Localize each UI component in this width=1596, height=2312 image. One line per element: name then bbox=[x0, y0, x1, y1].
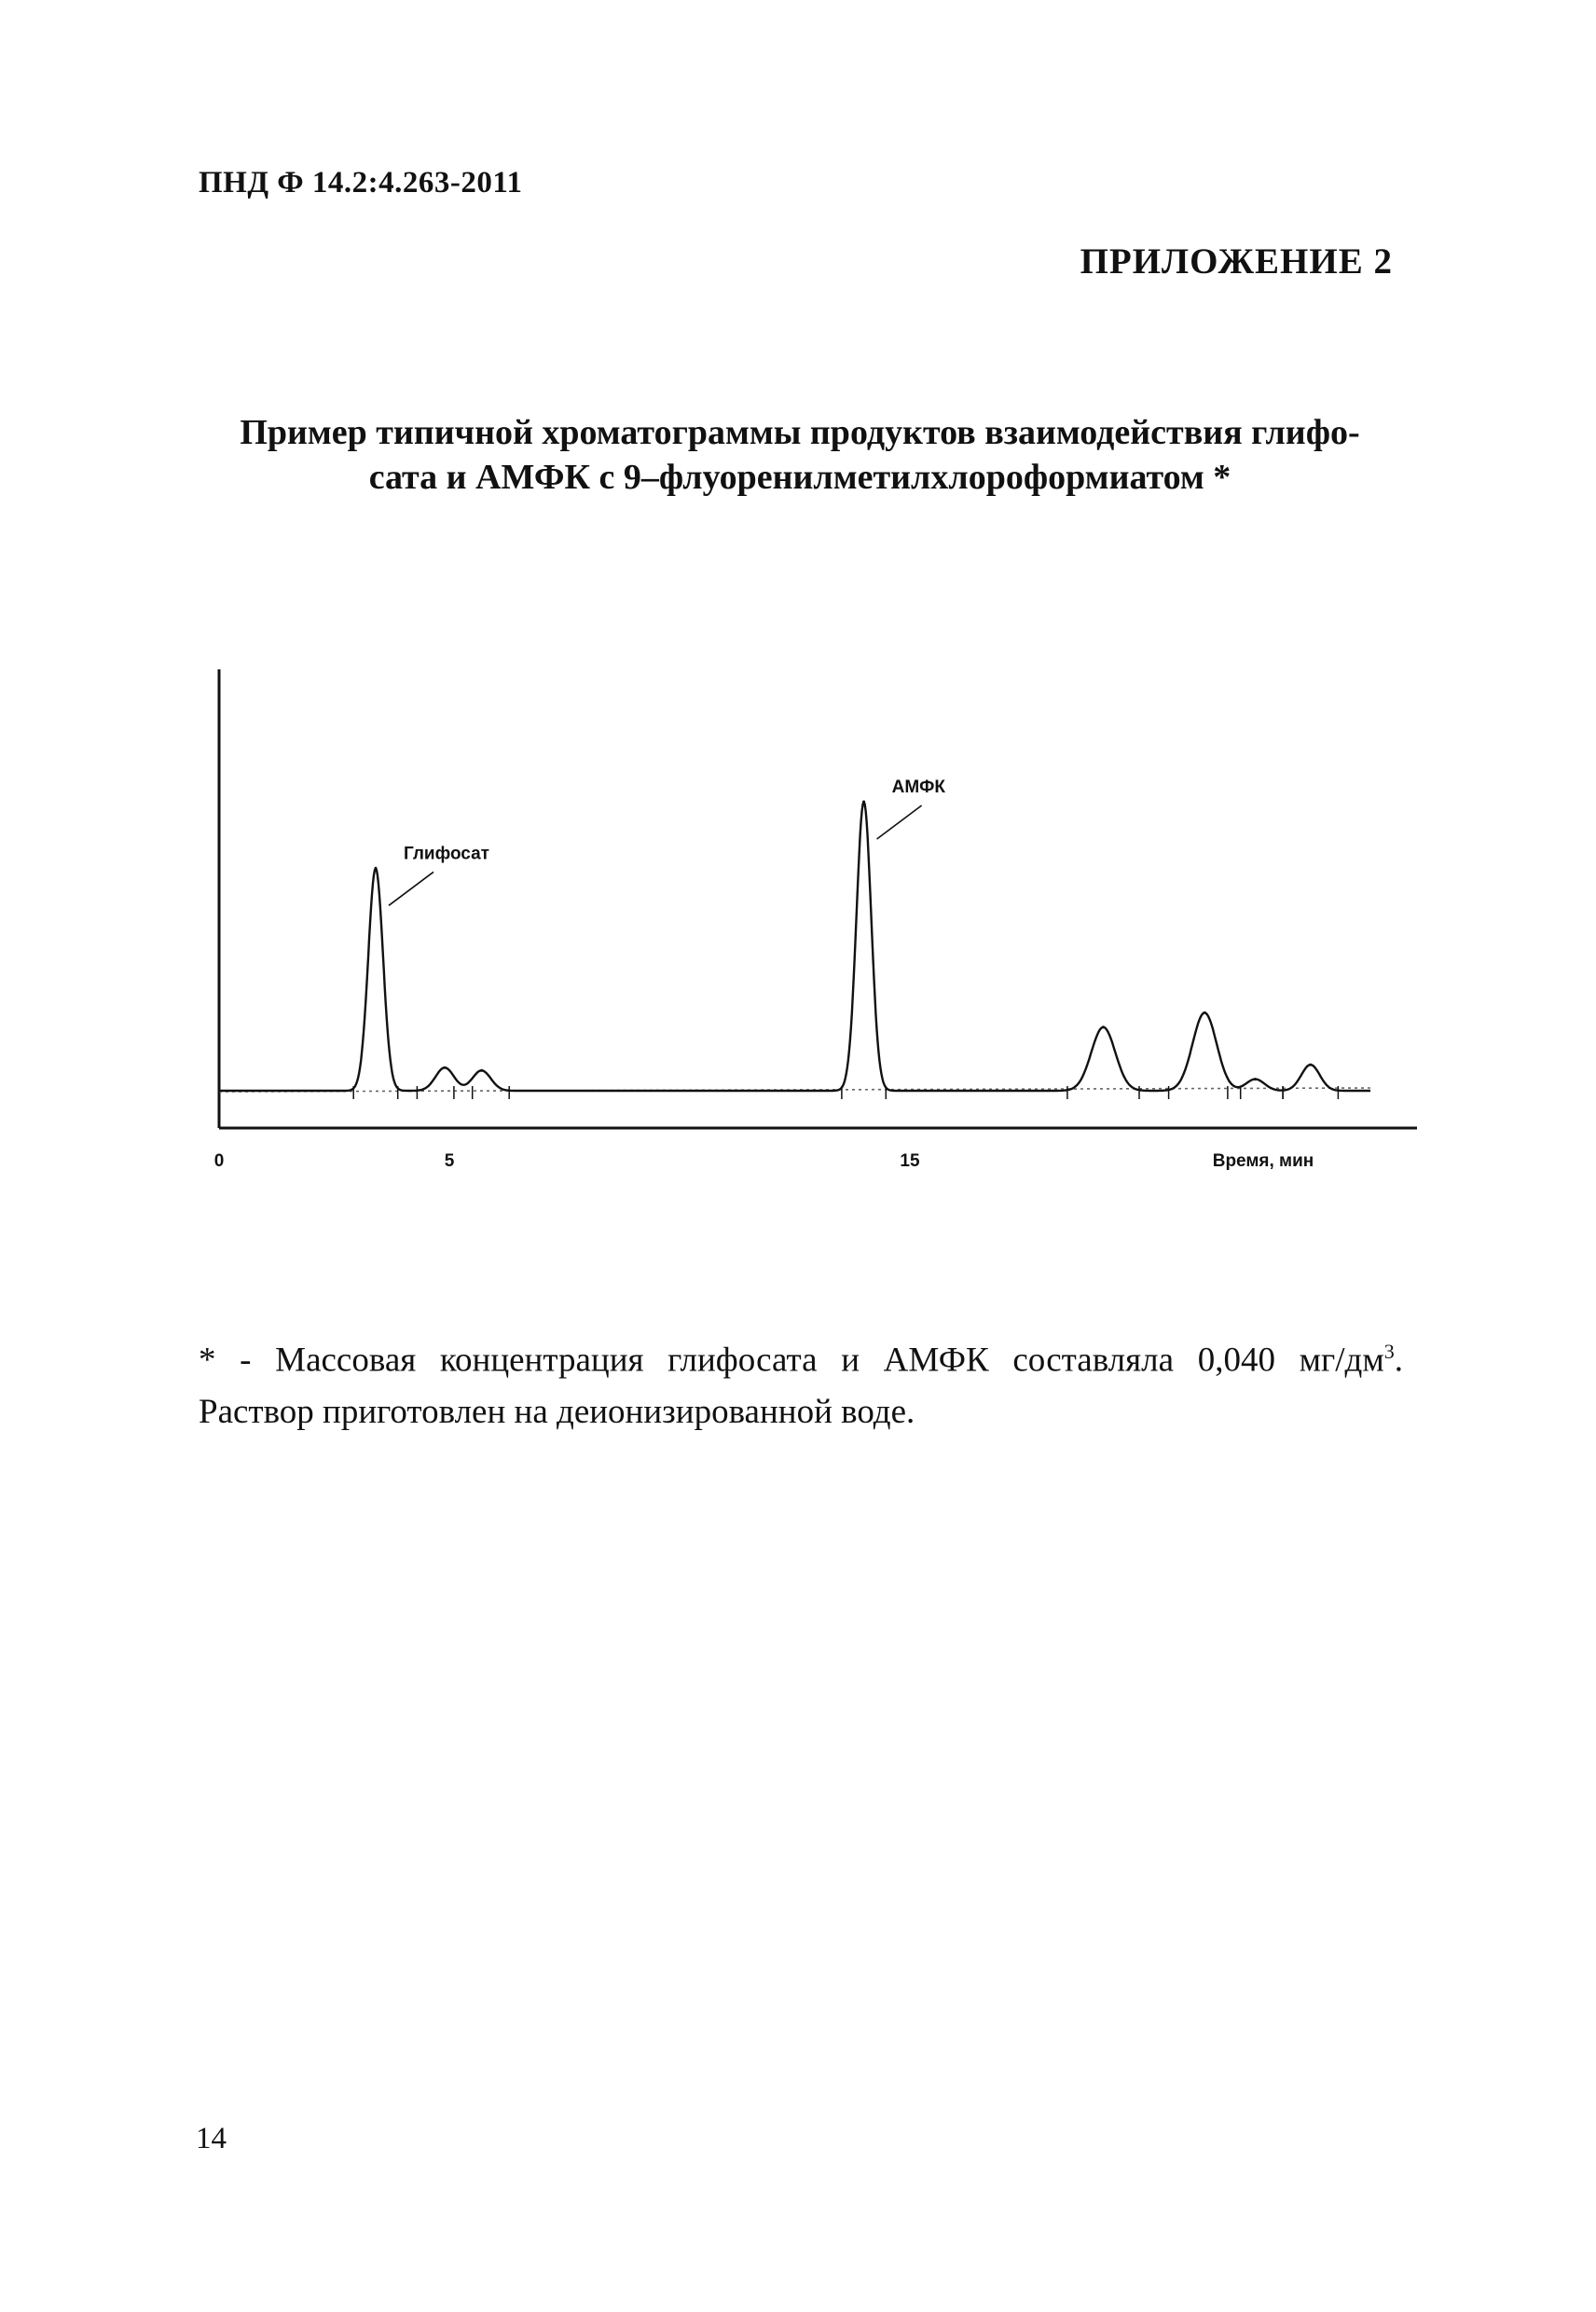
appendix-heading: ПРИЛОЖЕНИЕ 2 bbox=[1080, 241, 1393, 282]
peak-label: АМФК bbox=[891, 778, 945, 797]
peak-leader-line bbox=[877, 805, 922, 839]
peak-apex bbox=[1254, 1078, 1257, 1080]
x-tick-label: 15 bbox=[900, 1151, 920, 1171]
peak-apex bbox=[480, 1069, 483, 1072]
peak-apex bbox=[1102, 1025, 1105, 1028]
footnote-concentration-text: * - Массовая концентрация глифосата и АМФК составляла 0,040 мг/дм bbox=[199, 1341, 1384, 1380]
peak-labels bbox=[389, 778, 945, 905]
footnote bbox=[199, 1326, 1403, 1438]
footnote-superscript: 3 bbox=[1383, 1340, 1395, 1363]
peak-apex bbox=[1204, 1012, 1206, 1014]
x-axis-label: Время, мин bbox=[1212, 1151, 1314, 1171]
x-tick-labels bbox=[214, 1151, 920, 1171]
peak-label: Глифосат bbox=[404, 844, 489, 864]
figure-title-line-1: Пример типичной хроматограммы продуктов взаимодействия глифо- bbox=[240, 413, 1360, 452]
peak-apex bbox=[862, 801, 865, 804]
chromatogram-trace bbox=[219, 802, 1370, 1091]
page-number: 14 bbox=[196, 2122, 227, 2155]
footnote-line-2: Раствор приготовлен на деионизированной воде. bbox=[199, 1393, 915, 1432]
x-tick-label: 0 bbox=[213, 1151, 225, 1171]
document-code: ПНД Ф 14.2:4.263-2011 bbox=[199, 166, 523, 200]
x-tick-label: 5 bbox=[444, 1151, 455, 1171]
footnote-period: . bbox=[1394, 1341, 1403, 1380]
peak-apex bbox=[375, 867, 378, 870]
peak-apex bbox=[444, 1067, 447, 1069]
peak-marks bbox=[375, 801, 1313, 1081]
footnote-line-1 bbox=[199, 1326, 1403, 1386]
figure-title-line-2: сата и АМФК с 9–флуоренилметилхлороформиатом * bbox=[368, 458, 1231, 497]
peak-apex bbox=[1309, 1064, 1312, 1067]
peak-leader-line bbox=[389, 872, 433, 905]
